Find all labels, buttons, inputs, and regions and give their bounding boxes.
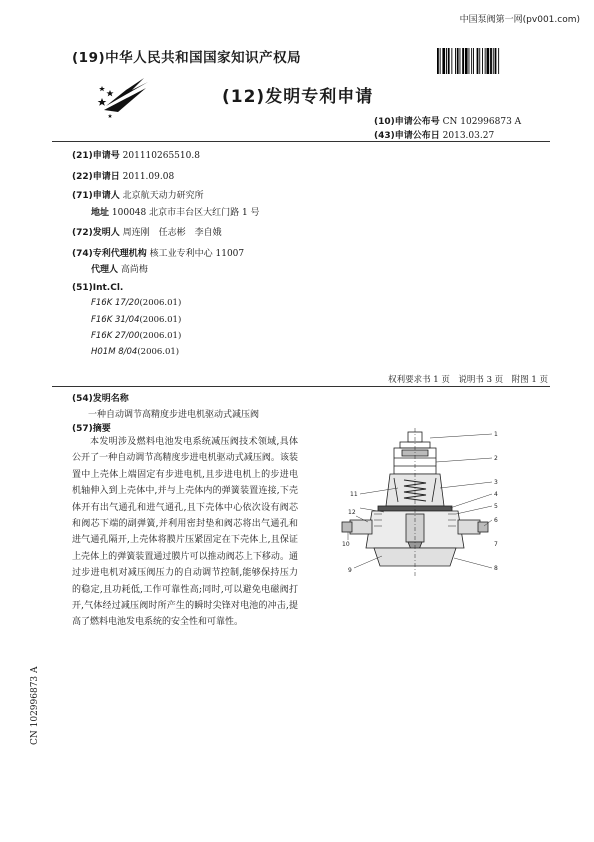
figure-label: 5 xyxy=(494,503,498,510)
applicant-label: (71)申请人 xyxy=(72,191,120,201)
address: 100048 北京市丰台区大红门路 1 号 xyxy=(111,208,260,218)
agency-label: (74)专利代理机构 xyxy=(72,249,147,259)
figure-label: 4 xyxy=(494,491,498,498)
applicant-row xyxy=(72,188,204,201)
application-date: 2011.09.08 xyxy=(122,172,175,182)
inventors: 周连刚 任志彬 李自娥 xyxy=(122,228,222,238)
title-label: (54)发明名称 xyxy=(72,394,129,404)
ipc-code: H01M 8/04 xyxy=(91,347,138,357)
section-divider xyxy=(52,386,550,387)
agent-row xyxy=(91,262,148,275)
cnipa-emblem-icon xyxy=(96,76,154,118)
application-number-label: (21)申请号 xyxy=(72,151,120,161)
application-date-label: (22)申请日 xyxy=(72,172,120,182)
header-divider xyxy=(52,141,550,142)
ipc-code: F16K 27/00 xyxy=(91,331,140,341)
agent-label: 代理人 xyxy=(91,265,119,275)
ipc-label: (51)Int.Cl. xyxy=(72,283,124,293)
agency: 核工业专利中心 11007 xyxy=(149,249,245,259)
valve-figure xyxy=(338,428,508,590)
office-heading: (19)中华人民共和国国家知识产权局 xyxy=(72,50,302,66)
side-publication-number: CN 102996873 A xyxy=(30,666,40,745)
applicant: 北京航天动力研究所 xyxy=(122,191,204,201)
figure-label: 10 xyxy=(342,541,350,548)
ipc-code: F16K 31/04 xyxy=(91,315,140,325)
abstract-label: (57)摘要 xyxy=(72,424,111,434)
site-watermark: 中国泵阀第一网(pv001.com) xyxy=(459,15,580,25)
ipc-item xyxy=(91,298,181,308)
document-type-heading: (12)发明专利申请 xyxy=(222,87,374,107)
inventors-label: (72)发明人 xyxy=(72,228,120,238)
invention-title: 一种自动调节高精度步进电机驱动式减压阀 xyxy=(88,410,260,420)
ipc-version: (2006.01) xyxy=(137,347,180,357)
ipc-item xyxy=(91,331,181,341)
ipc-version: (2006.01) xyxy=(139,315,182,325)
figure-label: 12 xyxy=(348,509,356,516)
publication-date: 2013.03.27 xyxy=(442,131,495,141)
publication-number: CN 102996873 A xyxy=(442,117,522,127)
page-counts: 权利要求书 1 页 说明书 3 页 附图 1 页 xyxy=(388,375,548,385)
ipc-version: (2006.01) xyxy=(139,298,182,308)
ipc-item xyxy=(91,315,181,325)
address-label: 地址 xyxy=(91,208,110,218)
ipc-code: F16K 17/20 xyxy=(91,298,140,308)
publication-date-row xyxy=(374,128,494,141)
figure-label: 3 xyxy=(494,479,498,486)
abstract-text: 本发明涉及燃料电池发电系统减压阀技术领域,具体公开了一种自动调节高精度步进电机驱动式减压阀。该装置中上壳体上端固定有步进电机,且步进电机上的步进电机轴伸入到上壳体中,并与上壳体内的弹簧装置连接,下壳体开有出气通孔和进气通孔,且下壳体中心依次设有阀芯和阀芯下端的副弹簧,并利用密封垫和阀芯将出气通孔和进气通孔隔开,上壳体将膜片压紧固定在下壳体上,且保证上壳体上的弹簧装置通过膜片可以推动阀芯上下移动。通过步进电机对减压阀压力的自动调节控制,能够保持压力的稳定,且功耗低,工作可靠性高;同时,可以避免电磁阀打开,气体经过减压阀时所产生的瞬时尖锋对电池的冲击,提高了燃料电池发电系统的安全性和可靠性。 xyxy=(72,437,298,628)
inventors-row xyxy=(72,225,222,238)
application-date-row xyxy=(72,169,174,182)
figure-label: 2 xyxy=(494,455,498,462)
figure-label: 11 xyxy=(350,491,358,498)
publication-date-label: (43)申请公布日 xyxy=(374,131,440,141)
ipc-version: (2006.01) xyxy=(139,331,182,341)
figure-label: 6 xyxy=(494,517,498,524)
address-row xyxy=(91,205,260,218)
barcode-icon xyxy=(436,47,536,75)
figure-label: 8 xyxy=(494,565,498,572)
agency-row xyxy=(72,246,244,259)
publication-number-label: (10)申请公布号 xyxy=(374,117,440,127)
figure-label: 1 xyxy=(494,431,498,438)
ipc-label-row xyxy=(72,283,123,293)
figure-label: 7 xyxy=(494,541,498,548)
figure-label: 9 xyxy=(348,567,352,574)
agent: 高尚梅 xyxy=(120,265,148,275)
ipc-item xyxy=(91,347,179,357)
application-number-row xyxy=(72,148,200,161)
application-number: 201110265510.8 xyxy=(122,151,200,161)
publication-number-row xyxy=(374,114,521,127)
